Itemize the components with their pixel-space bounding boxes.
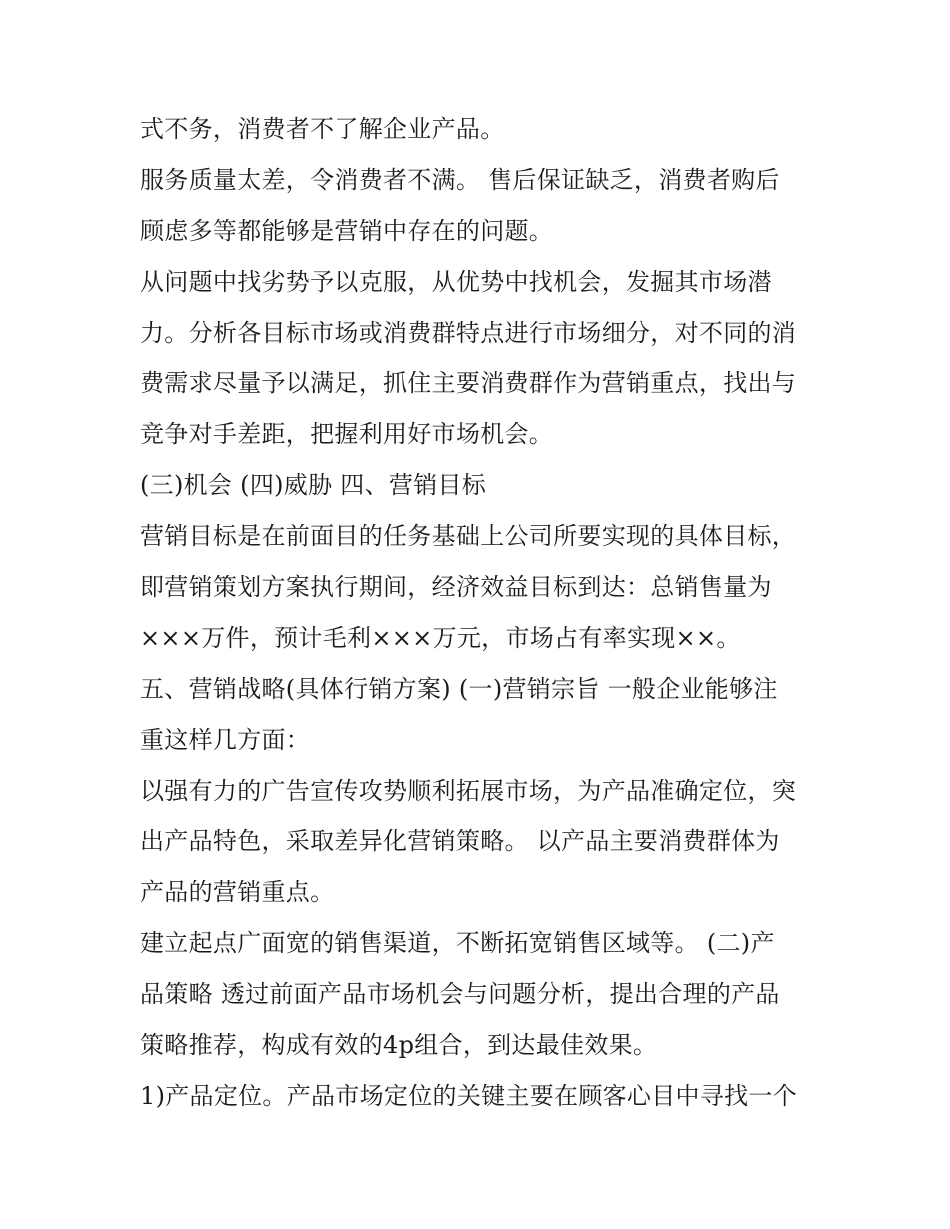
document-body (140, 104, 830, 1122)
text-line: 即营销策划方案执行期间，经济效益目标到达：总销售量为 (140, 573, 772, 602)
text-line: 重这样几方面： (140, 725, 311, 754)
text-line: 力。分析各目标市场或消费群特点进行市场细分，对不同的消 (140, 318, 797, 347)
text-line: 品策略 透过前面产品市场机会与问题分析，提出合理的产品 (140, 980, 780, 1009)
text-line: 1)产品定位。产品市场定位的关键主要在顾客心目中寻找一个 (140, 1081, 798, 1110)
text-line: 服务质量太差，令消费者不满。 售后保证缺乏，消费者购后 (140, 165, 780, 194)
text-line: 式不务，消费者不了解企业产品。 (140, 115, 505, 143)
text-line: 出产品特色，采取差异化营销策略。 以产品主要消费群体为 (140, 827, 780, 856)
text-line: 建立起点广面宽的销售渠道，不断拓宽销售区域等。 (二)产 (140, 929, 775, 958)
text-line: 费需求尽量予以满足，抓住主要消费群作为营销重点，找出与 (140, 369, 797, 398)
section-heading: (三)机会 (四)威胁 四、营销目标 (140, 471, 487, 500)
text-line: 策略推荐，构成有效的4p组合，到达最佳效果。 (140, 1031, 658, 1060)
text-line: 营销目标是在前面目的任务基础上公司所要实现的具体目标， (140, 522, 797, 551)
text-line: 顾虑多等都能够是营销中存在的问题。 (140, 216, 554, 245)
text-line: 产品的营销重点。 (140, 878, 335, 907)
text-line: 从问题中找劣势予以克服，从优势中找机会，发掘其市场潜 (140, 267, 772, 296)
text-line: 竞争对手差距，把握利用好市场机会。 (140, 420, 554, 449)
text-line: 以强有力的广告宣传攻势顺利拓展市场，为产品准确定位，突 (140, 776, 797, 805)
text-line: ×××万件，预计毛利×××万元，市场占有率实现××。 (140, 623, 741, 652)
section-heading: 五、营销战略(具体行销方案) (一)营销宗旨 一般企业能够注 (140, 674, 778, 703)
